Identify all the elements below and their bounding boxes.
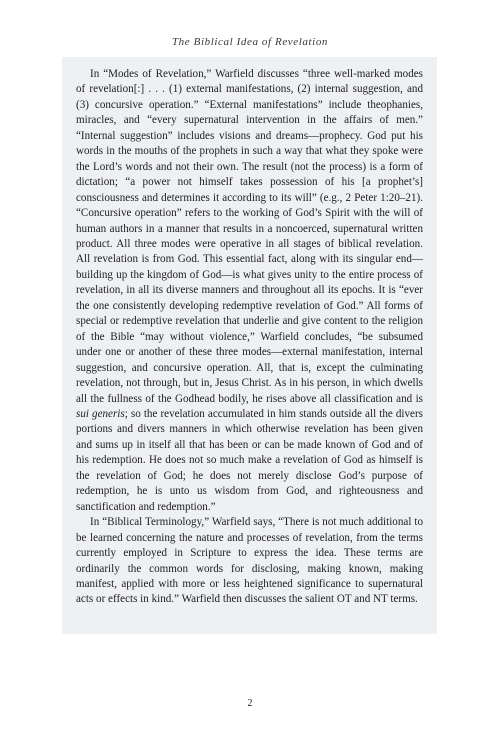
paragraph-biblical-terminology (76, 515, 423, 608)
body-text-panel (62, 57, 437, 634)
paragraph-text-segment: ; so the revelation accumulated in him stands outside all the divers portions and divers manners in which otherwise revelation has been given and sums up in itself all that has been or can be made known of God and of his redemption. He does not so much make a revelation of God as himself is the revelation of God; he does not merely disclose God’s purpose of redemption, he is unto us wisdom from God, and righteousness and sanctification and redemption.” (76, 407, 423, 513)
paragraph-text-segment: In “Modes of Revelation,” Warfield discusses “three well-marked modes of revelation[:] . . . (1) external manifestations, (2) internal suggestion, and (3) concursive operation.” “External manifestations” include theophanies, miracles, and “every supernatural intervention in the affairs of men.” “Internal suggestion” includes visions and dreams—prophecy. God put his words in the mouths of the prophets in such a way that what they spoke were the Lord’s words and not their own. The result (not the process) is a form of dictation; “a power not himself takes possession of his [a prophet’s] consciousness and determines it according to its will” (e.g., 2 Peter 1:20–21). “Concursive operation” refers to the working of God’s Spirit with the will of human authors in a manner that results in a noncoerced, supernatural written product. All three modes were operative in all stages of biblical revelation. All revelation is from God. This essential fact, along with its singular end—building up the kingdom of God—is what gives unity to the entire process of revelation, in all its diverse manners and throughout all its epochs. It is “ever the one consistently developing redemptive revelation of God.” All forms of special or redemptive revelation that underlie and give content to the religion of the Bible “may without violence,” Warfield concludes, “be subsumed under one or another of these three modes—external manifestation, internal suggestion, and concursive operation. All, that is, except the culminating revelation, not through, but in, Jesus Christ. As in his person, in which dwells all the fullness of the Godhead bodily, he rises above all classification and is (76, 68, 423, 405)
running-head: The Biblical Idea of Revelation (171, 36, 329, 48)
italic-term-sui-generis: sui generis (76, 407, 125, 420)
page-number: 2 (247, 698, 253, 709)
paragraph-modes-of-revelation (76, 67, 423, 515)
paragraph-text-segment: In “Biblical Terminology,” Warfield says, “There is not much additional to be learned concerning the nature and processes of revelation, from the terms currently employed in Scripture to express the idea. These terms are ordinarily the common words for disclosing, making known, making manifest, applied with more or less heightened significance to supernatural acts or effects in kind.” Warfield then discusses the salient OT and NT terms. (76, 516, 423, 606)
